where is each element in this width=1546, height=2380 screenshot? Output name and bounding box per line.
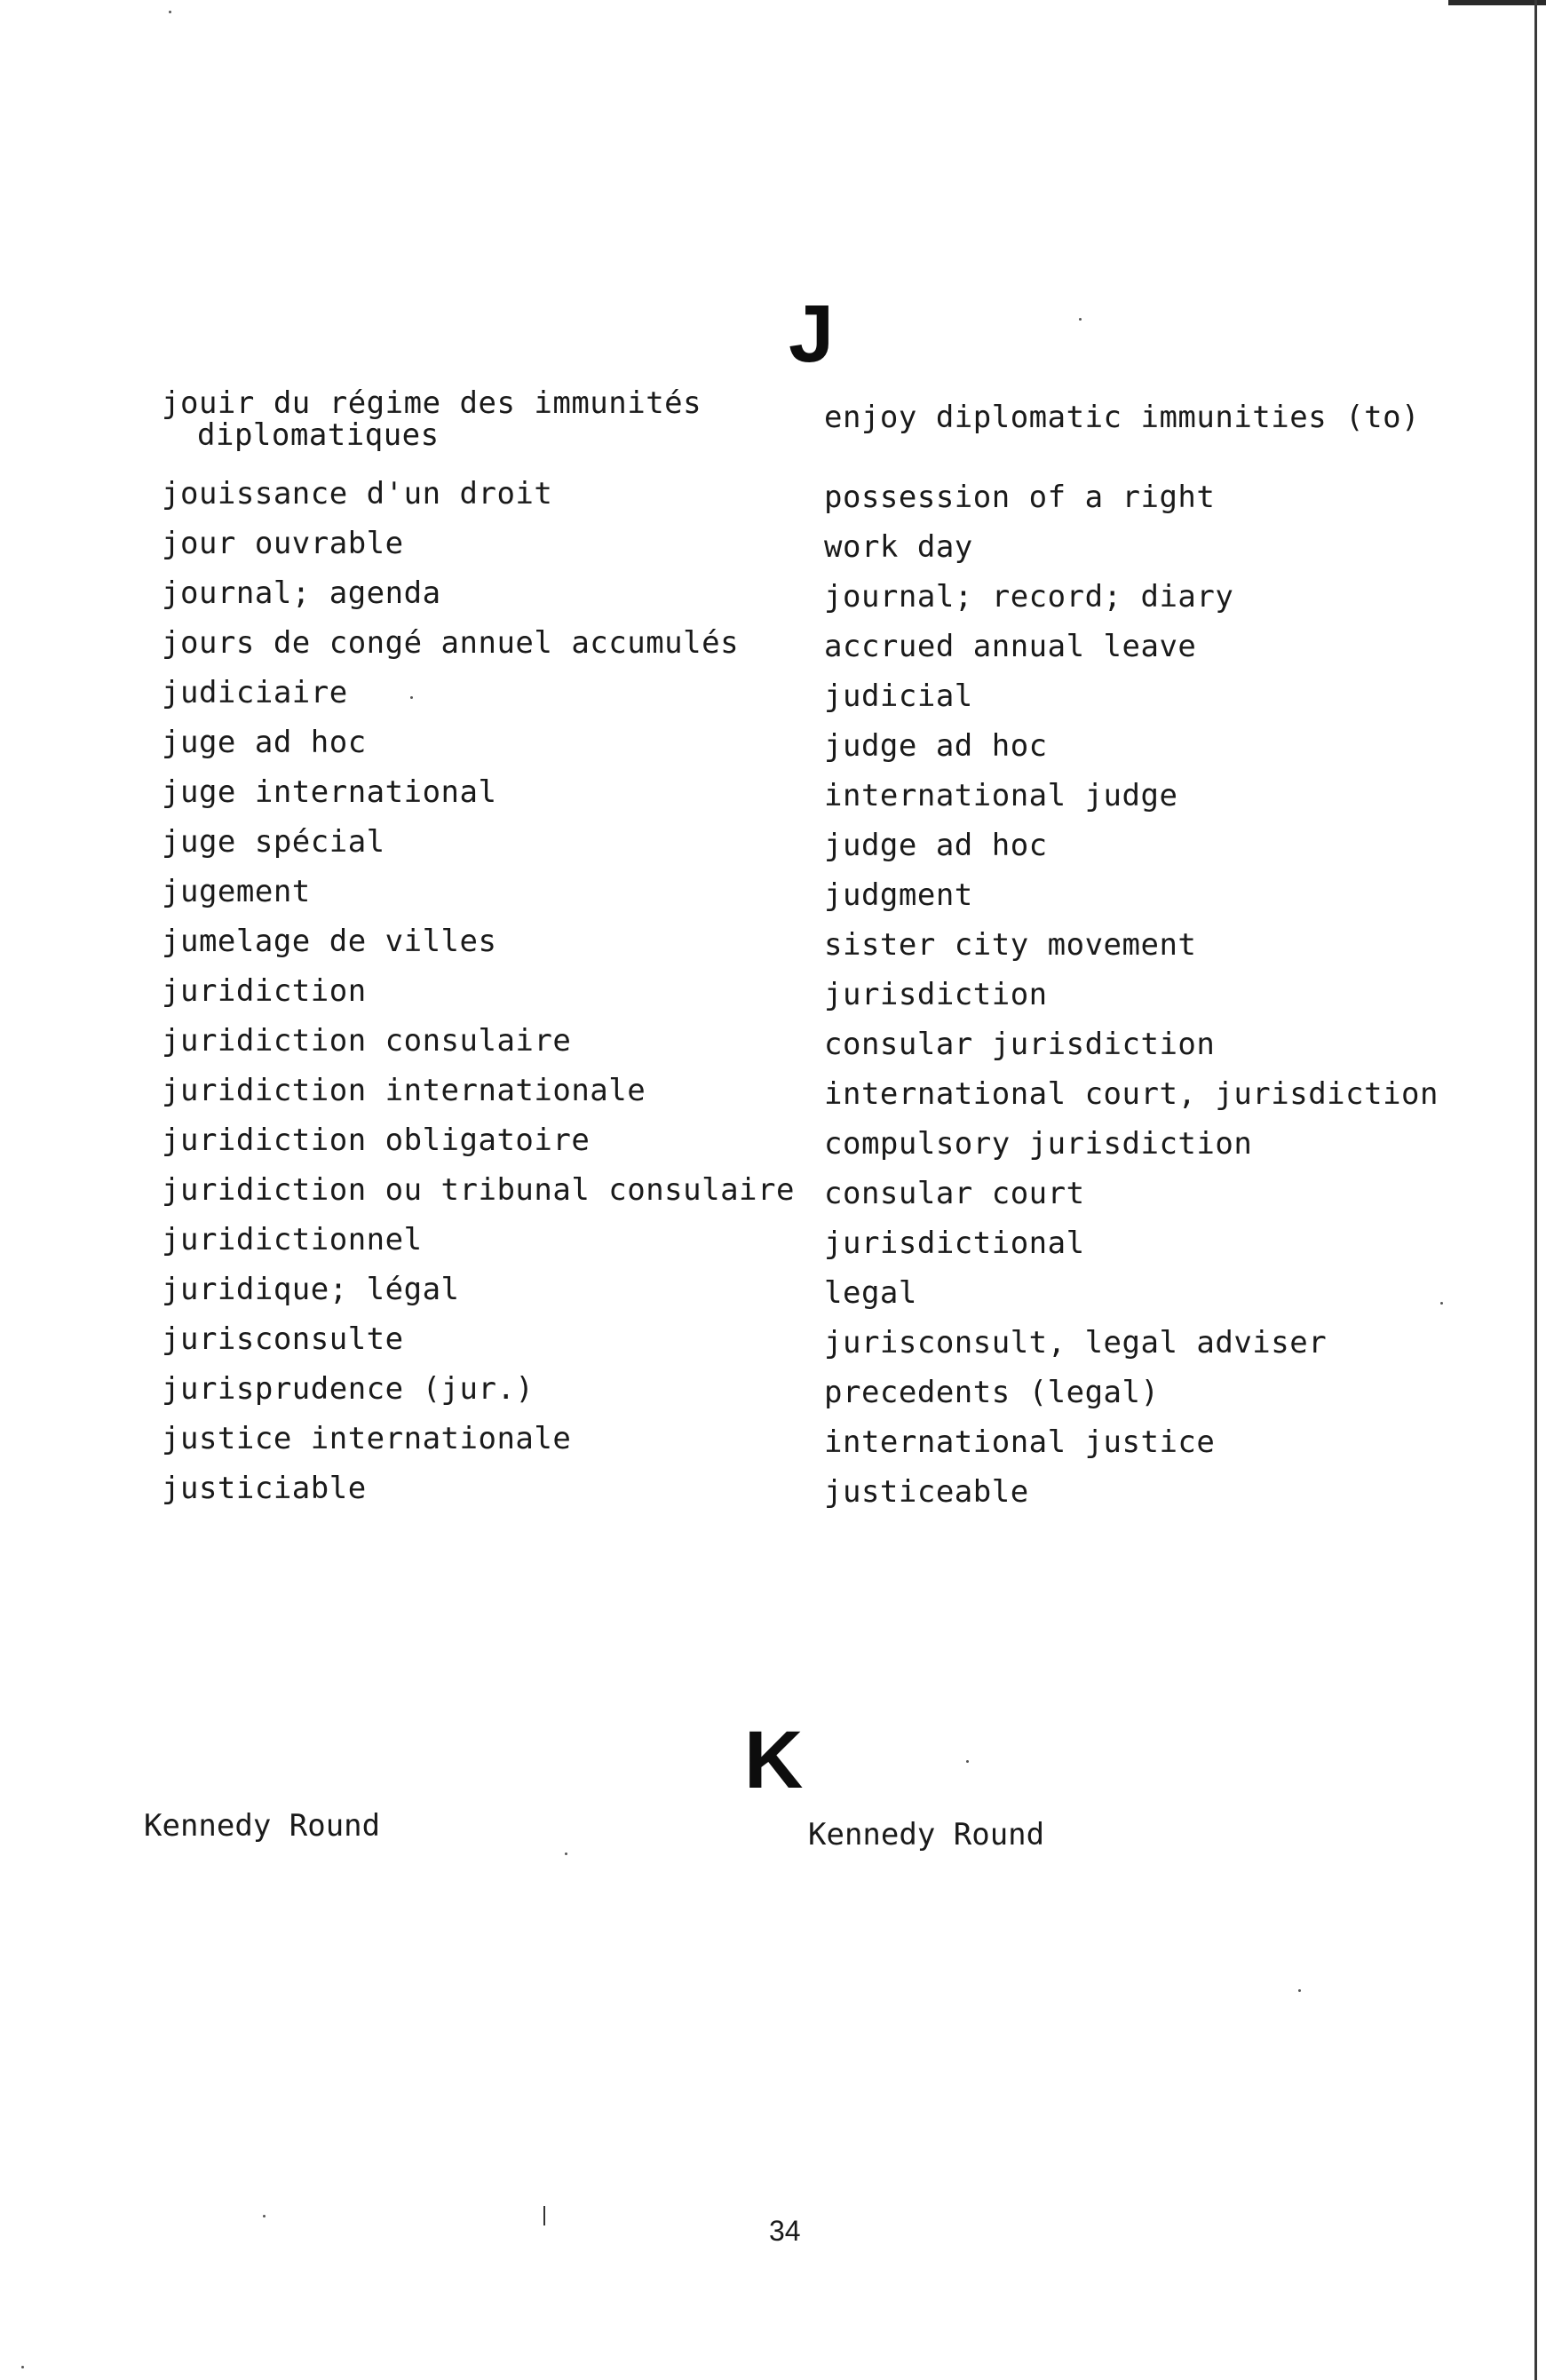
scan-speck [1079, 318, 1082, 321]
english-term: judge ad hoc [824, 728, 1048, 764]
section-letter-k: K [744, 1715, 804, 1805]
french-term: juridictionnel [162, 1222, 423, 1257]
right-page-edge [1534, 0, 1537, 2380]
french-term: jumelage de villes [162, 924, 497, 959]
french-term: justiciable [162, 1471, 367, 1506]
english-term: sister city movement [824, 927, 1197, 963]
french-term: jugement [162, 874, 311, 909]
french-term: jouissance d'un droit [162, 476, 553, 512]
section-letter-j: J [789, 289, 835, 379]
english-term: enjoy diplomatic immunities (to) [824, 400, 1421, 435]
french-term: juridiction consulaire [162, 1023, 572, 1059]
top-edge-rule [1448, 0, 1546, 5]
french-term-kennedy-round: Kennedy Round [144, 1808, 381, 1844]
english-term: legal [824, 1275, 917, 1311]
french-term: jour ouvrable [162, 526, 404, 561]
french-term: juge international [162, 774, 497, 810]
scan-speck [1298, 1989, 1301, 1992]
french-terms-column [162, 387, 795, 1513]
english-term: jurisdiction [824, 977, 1048, 1012]
english-term: consular jurisdiction [824, 1027, 1216, 1062]
french-term: jours de congé annuel accumulés [162, 625, 740, 661]
english-term: judicial [824, 678, 973, 714]
scan-speck [1440, 1302, 1443, 1305]
english-term: justiceable [824, 1474, 1029, 1510]
scan-speck [410, 696, 413, 699]
french-term: juge ad hoc [162, 725, 367, 760]
scan-mark [543, 2206, 545, 2225]
english-term: possession of a right [824, 480, 1216, 515]
french-term: juridiction obligatoire [162, 1123, 591, 1158]
english-term: judge ad hoc [824, 828, 1048, 863]
scan-speck [966, 1760, 969, 1763]
english-term: precedents (legal) [824, 1375, 1160, 1410]
french-term: juge spécial [162, 824, 385, 860]
english-term-kennedy-round: Kennedy Round [808, 1817, 1045, 1852]
english-term: accrued annual leave [824, 629, 1197, 664]
english-term: consular court [824, 1176, 1085, 1211]
scan-speck [169, 11, 171, 13]
english-term: compulsory jurisdiction [824, 1126, 1253, 1162]
french-term: judiciaire [162, 675, 348, 710]
french-term: jouir du régime des immunités diplomatiques [162, 385, 702, 453]
scan-speck [21, 2366, 24, 2368]
french-term: juridique; légal [162, 1272, 460, 1307]
french-term: jurisprudence (jur.) [162, 1371, 535, 1407]
scan-speck [565, 1852, 567, 1855]
english-term: jurisconsult, legal adviser [824, 1325, 1328, 1361]
french-term: jurisconsulte [162, 1321, 404, 1357]
french-term: journal; agenda [162, 575, 441, 611]
english-term: international judge [824, 778, 1178, 813]
english-term: international court, jurisdiction [824, 1076, 1439, 1112]
english-term: work day [824, 529, 973, 565]
french-term: juridiction [162, 973, 367, 1009]
french-term: justice internationale [162, 1421, 572, 1456]
english-terms-column [824, 393, 1439, 1517]
english-term: international justice [824, 1424, 1216, 1460]
page-number: 34 [769, 2215, 801, 2247]
english-term: jurisdictional [824, 1226, 1085, 1261]
english-term: journal; record; diary [824, 579, 1234, 615]
french-term: juridiction internationale [162, 1073, 646, 1108]
scan-speck [263, 2215, 266, 2217]
french-term: juridiction ou tribunal consulaire [162, 1172, 795, 1208]
english-term: judgment [824, 877, 973, 913]
